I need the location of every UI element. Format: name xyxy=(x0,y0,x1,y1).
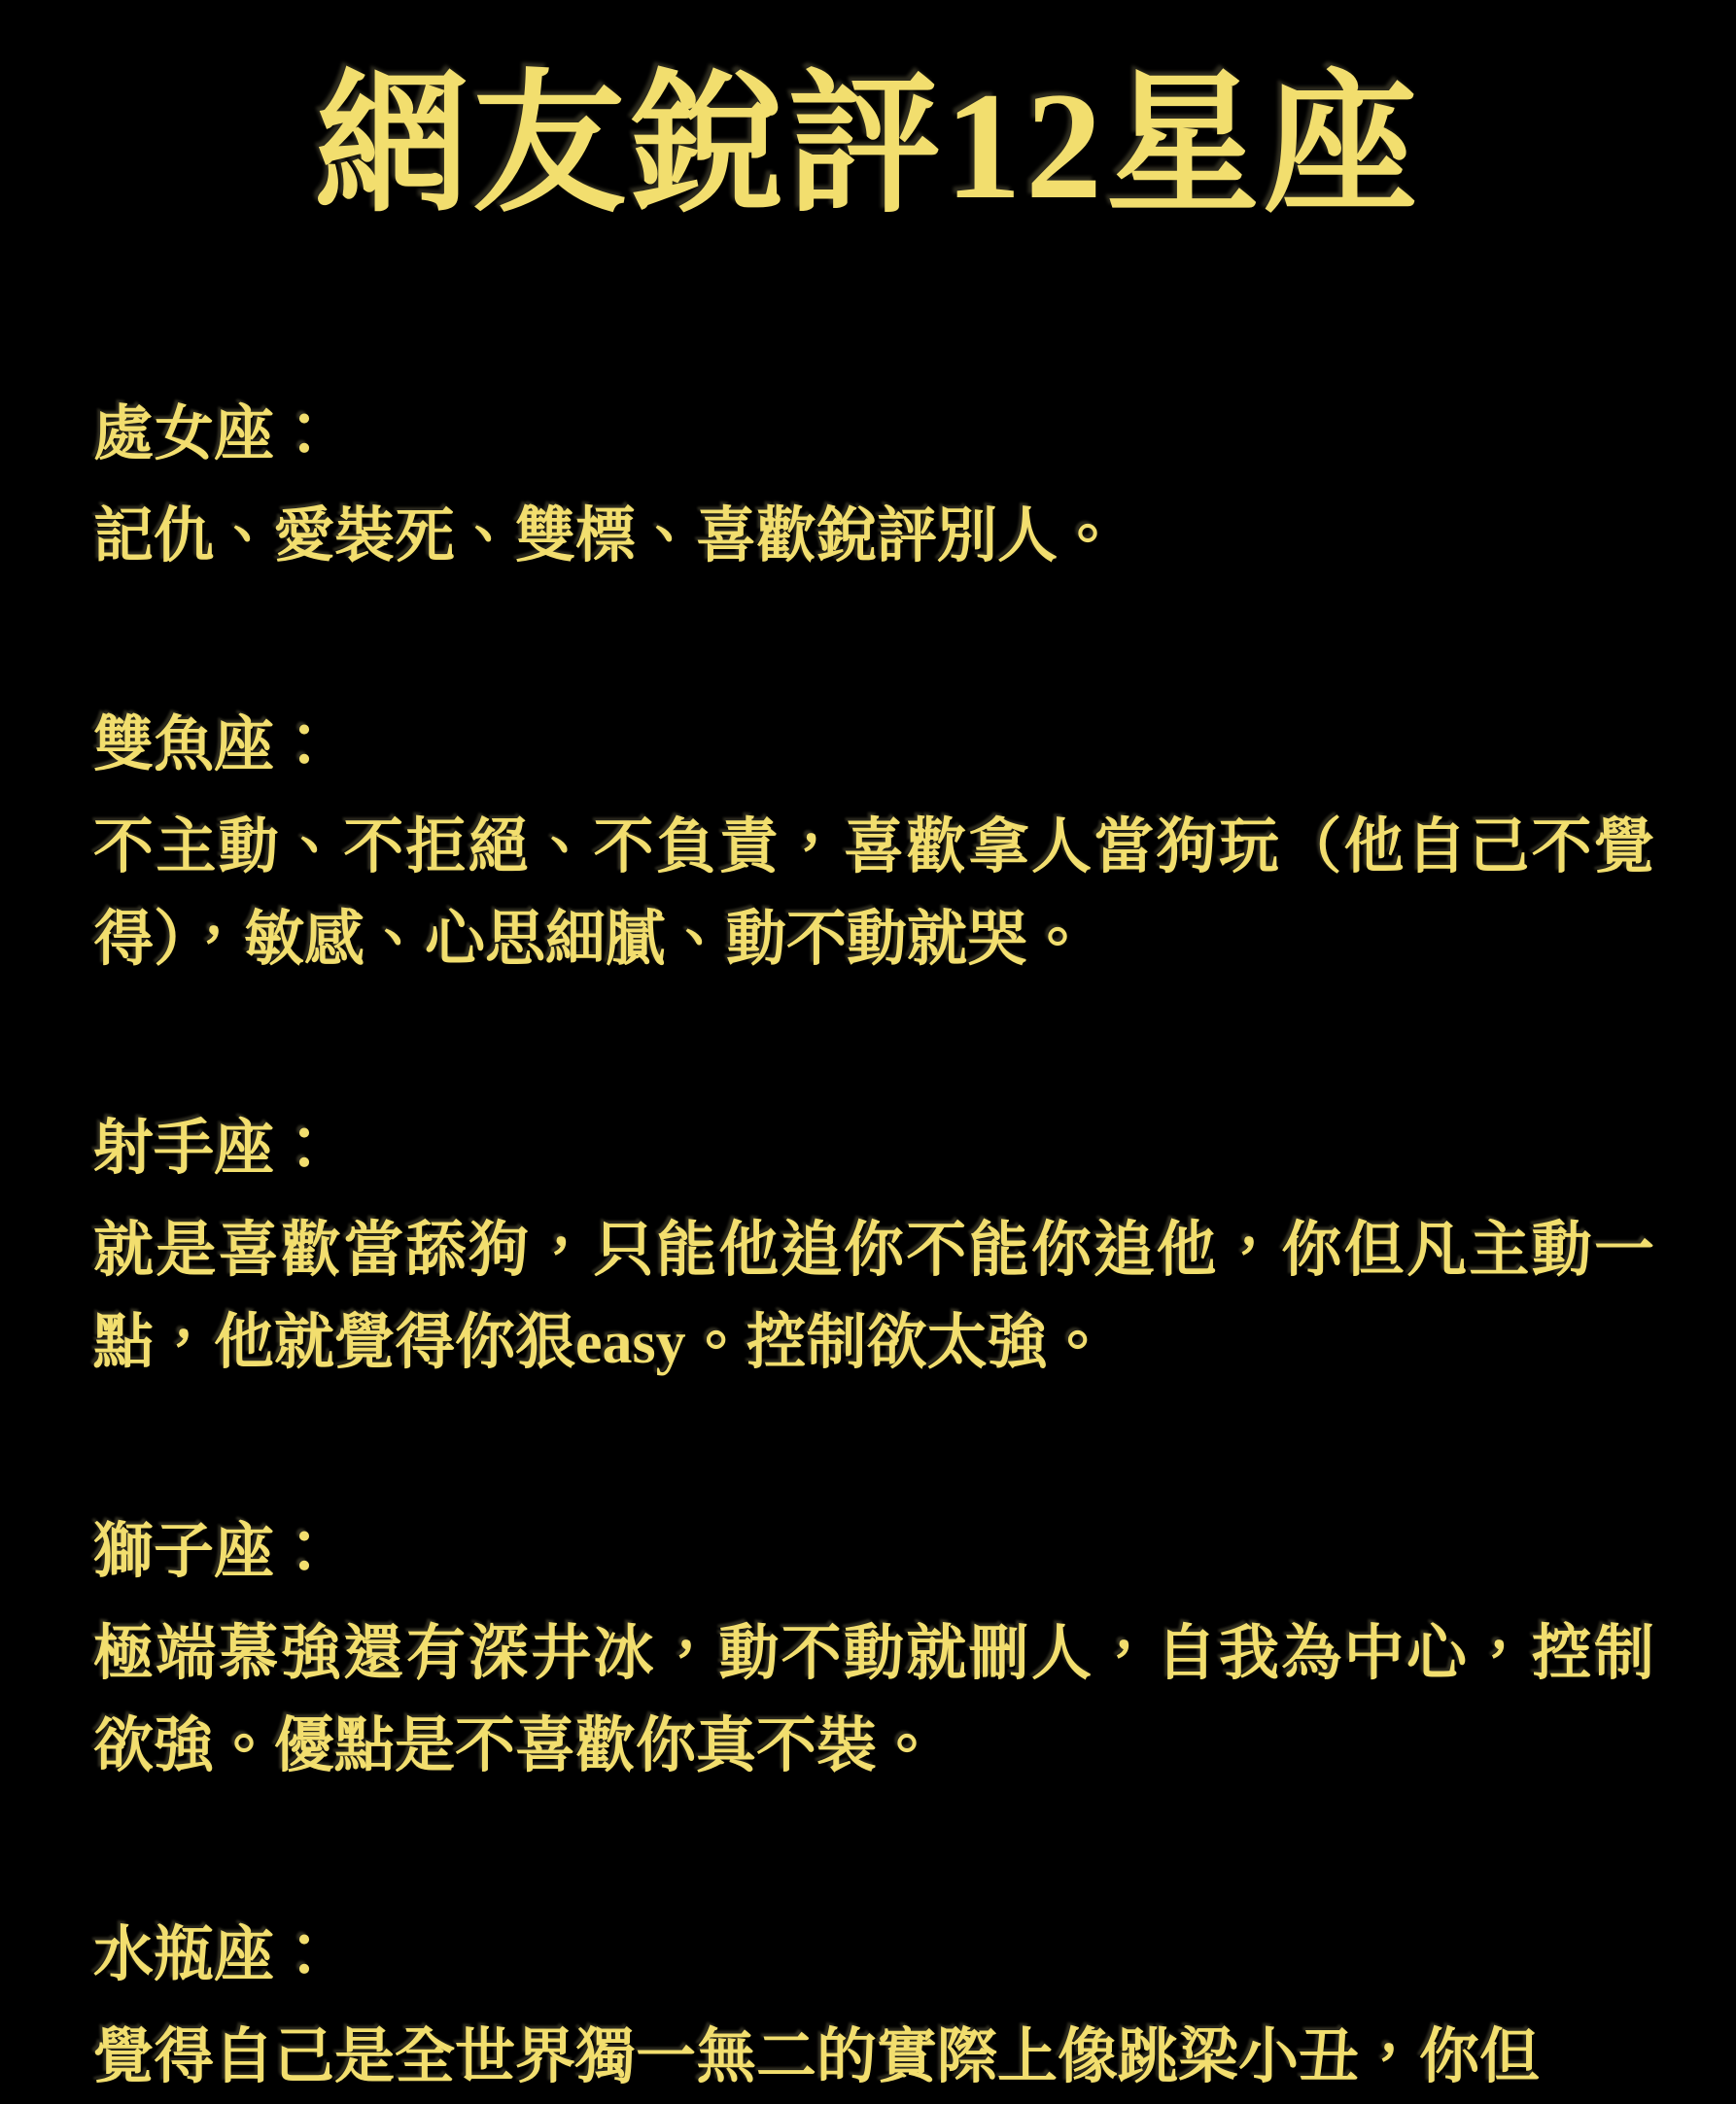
section-heading-virgo: 處女座： xyxy=(93,400,335,467)
section-pisces xyxy=(93,700,1654,986)
section-body-virgo: 記仇、愛裝死、雙標、喜歡銳評別人。 xyxy=(93,502,1119,569)
section-body-leo: 極端慕強還有深井冰，動不動就刪人，自我為中心，控制欲強。優點是不喜歡你真不裝。 xyxy=(93,1620,1654,1779)
section-aquarius xyxy=(93,1910,1654,2104)
section-heading-aquarius: 水瓶座： xyxy=(93,1921,335,1988)
zodiac-poster xyxy=(0,51,1736,2090)
section-sagittarius xyxy=(93,1103,1654,1390)
section-heading-pisces: 雙魚座： xyxy=(93,711,335,778)
section-body-aquarius: 覺得自己是全世界獨一無二的實際上像跳梁小丑，你但 xyxy=(93,2023,1541,2090)
page-title: 網友銳評12星座 xyxy=(315,61,1421,231)
section-virgo xyxy=(93,389,1654,583)
sections-list xyxy=(0,389,1736,2104)
section-body-pisces: 不主動、不拒絕、不負責，喜歡拿人當狗玩（他自己不覺得），敏感、心思細膩、動不動就哭。 xyxy=(93,813,1654,973)
section-heading-leo: 獅子座： xyxy=(93,1518,335,1585)
section-leo xyxy=(93,1506,1654,1793)
section-body-sagittarius: 就是喜歡當舔狗，只能他追你不能你追他，你但凡主動一點，他就覺得你狠easy。控制欲太強。 xyxy=(93,1217,1654,1376)
section-heading-sagittarius: 射手座： xyxy=(93,1115,335,1182)
